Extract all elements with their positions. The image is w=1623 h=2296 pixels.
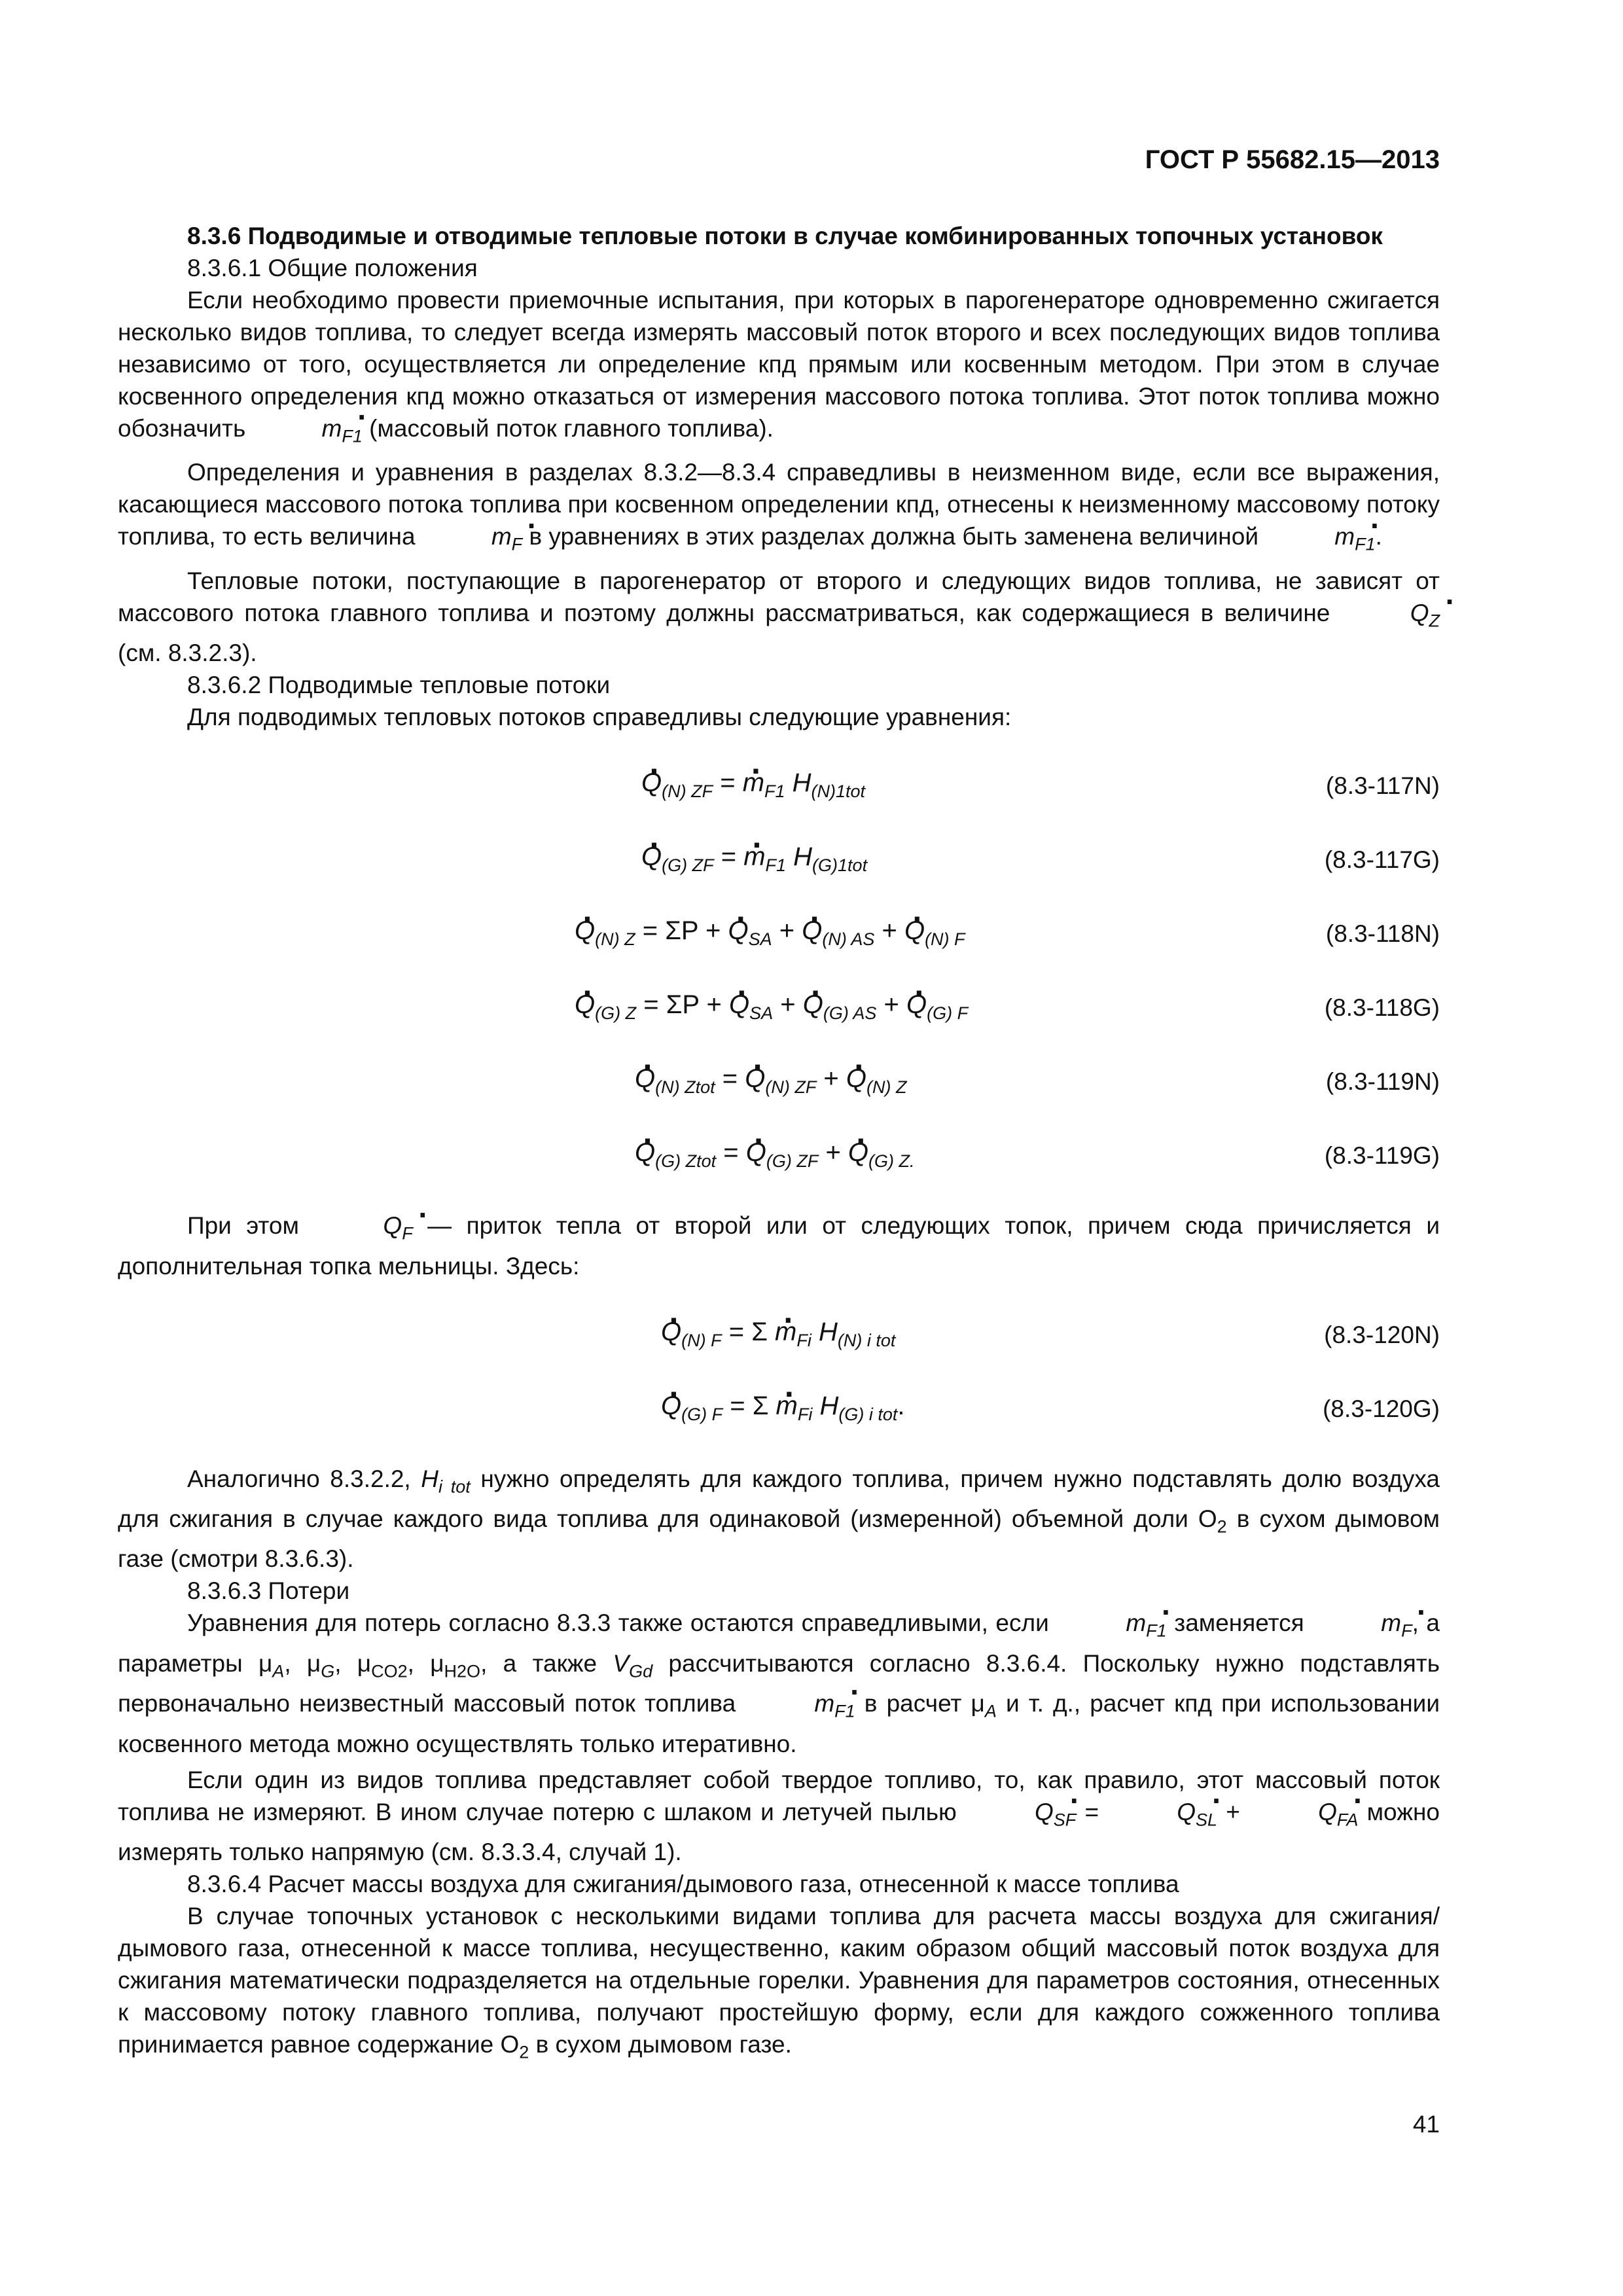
equation-row [118,1121,1440,1195]
equation-number: (8.3-117G) [1324,846,1440,874]
equation-group-120 [118,1282,1440,1463]
equation-number: (8.3-120G) [1323,1395,1440,1422]
equation-row [118,1047,1440,1121]
equation-formula: . $Q_{(N) Z} = \Sigma P$ + . $Q_{SA}$ + . $Q_{(N) AS}$ + . $Q_{(N) F}$ [575,915,965,956]
equation-row [118,751,1440,825]
subsection-heading-8362: 8.3.6.2 Подводимые тепловые потоки [187,672,611,699]
paragraph: В случае топочных установок с несколькими видами топлива для расчета массы воздуха для сжигания/дымового газа, отнесенной к массе топлива, несущественно, каким образом общий массовый поток воздуха для сжигания математически подразделяется на отдельные горелки. Уравнения для параметров состояния, отнесенных к массовому потоку главного топлива, получают простейшую форму, если для каждого сожженного топлива принимается равное содержание $O_2$ в сухом дымовом газе. [118,1902,1440,2062]
equation-row [118,1300,1440,1374]
subsection-heading-8363: 8.3.6.3 Потери [187,1577,350,1605]
paragraph: Определения и уравнения в разделах 8.3.2—8.3.4 справедливы в неизменном виде, если все выражения, касающиеся массового потока топлива при косвенном определении кпд, отнесены к неизменному массовому потоку топлива, то есть величина . $m_F$ в уравнениях в этих разделах должна быть заменена величиной . $m_{F1}$. [118,456,1440,560]
subsection-heading-8364: 8.3.6.4 Расчет массы воздуха для сжигания/дымового газа, отнесенной к массе топлива [187,1870,1179,1897]
paragraph: Если необходимо провести приемочные испытания, при которых в парогенераторе одновременно сжигается несколько видов топлива, то следует всегда измерять массовый поток второго и всех последующих видов топлива независимо от того, осуществляется ли определение кпд прямым или косвенным методом. При этом в случае косвенного определения кпд можно отказаться от измерения массового потока топлива. Этот поток топлива можно обозначить . $m_{F1}$ (массовый поток главного топлива). [118,284,1440,452]
page-body [118,220,1440,2068]
equation-row [118,825,1440,899]
paragraph: Для подводимых тепловых потоков справедливы следующие уравнения: [187,704,1012,731]
equation-formula: . $Q_{(N) Ztot}$ = . $Q_{(N) ZF}$ + . $Q_{(N) Z}$ [635,1063,907,1103]
equation-formula: . $Q_{(N) F} = \Sigma$ . $m_{Fi}$ $H_{(N) i tot}$ [661,1316,895,1357]
document-id: ГОСТ Р 55682.15—2013 [1145,145,1440,174]
equation-number: (8.3-119N) [1325,1068,1440,1096]
equation-formula: . $Q_{(G) F} = \Sigma$ . $m_{Fi}$ $H_{(G) i tot}$. [661,1390,905,1431]
equation-formula: . $Q_{(N) ZF}$ = . $m_{F1}$ $H_{(N)1tot}$ [641,767,865,808]
equation-group-117-119 [118,733,1440,1210]
page-number: 41 [1412,2111,1440,2138]
paragraph: Тепловые потоки, поступающие в парогенератор от второго и следующих видов топлива, не зависят от массового потока главного топлива и поэтому должны рассматриваться, как содержащиеся в величине . $Q_Z$ (см. 8.3.2.3). [118,565,1440,669]
equation-formula: . $Q_{(G) Ztot}$ = . $Q_{(G) ZF}$ + . $Q_{(G) Z.}$ [635,1137,915,1177]
equation-row [118,973,1440,1047]
paragraph: Уравнения для потерь согласно 8.3.3 также остаются справедливыми, если . $m_{F1}$ заменяется . $m_F$, а параметры $\mu_A$, $\mu_G$, $\mu_{CO2}$, $\mu_{H2O}$, а также $V_{Gd}$ рассчитываются согласно 8.3.6.4. Поскольку нужно подставлять первоначально неизвестный массовый поток топлива . $m_{F1}$ в расчет $\mu_A$ и т. д., расчет кпд при использовании косвенного метода можно осуществлять только итеративно. [118,1607,1440,1759]
paragraph: Если один из видов топлива представляет собой твердое топливо, то, как правило, этот массовый поток топлива не измеряют. В ином случае потерю с шлаком и летучей пылью . $Q_{SF}$ = . $Q_{SL}$ + . $Q_{FA}$ можно измерять только напрямую (см. 8.3.3.4, случай 1). [118,1764,1440,1868]
equation-number: (8.3-117N) [1325,772,1440,800]
equation-formula: . $Q_{(G) ZF}$ = . $m_{F1}$ $H_{(G)1tot}$ [641,841,867,882]
equation-number: (8.3-120N) [1324,1321,1440,1348]
section-title: 8.3.6 Подводимые и отводимые тепловые потоки в случае комбинированных топочных установок [187,223,1383,249]
equation-number: (8.3-119G) [1324,1142,1440,1170]
equation-row [118,899,1440,973]
paragraph: При этом . $Q_F$ — приток тепла от второй или от следующих топок, причем сюда причисляется и дополнительная топка мельницы. Здесь: [118,1210,1440,1282]
document-page [118,0,1440,2296]
paragraph: Аналогично 8.3.2.2, $H_{i tot}$ нужно определять для каждого топлива, причем нужно подставлять долю воздуха для сжигания в случае каждого вида топлива для одинаковой (измеренной) объемной доли $O_2$ в сухом дымовом газе (смотри 8.3.6.3). [118,1465,1440,1573]
equation-number: (8.3-118G) [1324,994,1440,1022]
equation-number: (8.3-118N) [1325,920,1440,948]
equation-formula: . $Q_{(G) Z} = \Sigma P$ + . $Q_{SA}$ + . $Q_{(G) AS}$ + . $Q_{(G) F}$ [575,989,968,1030]
equation-row [118,1374,1440,1448]
subsection-heading-8361: 8.3.6.1 Общие положения [187,255,478,281]
